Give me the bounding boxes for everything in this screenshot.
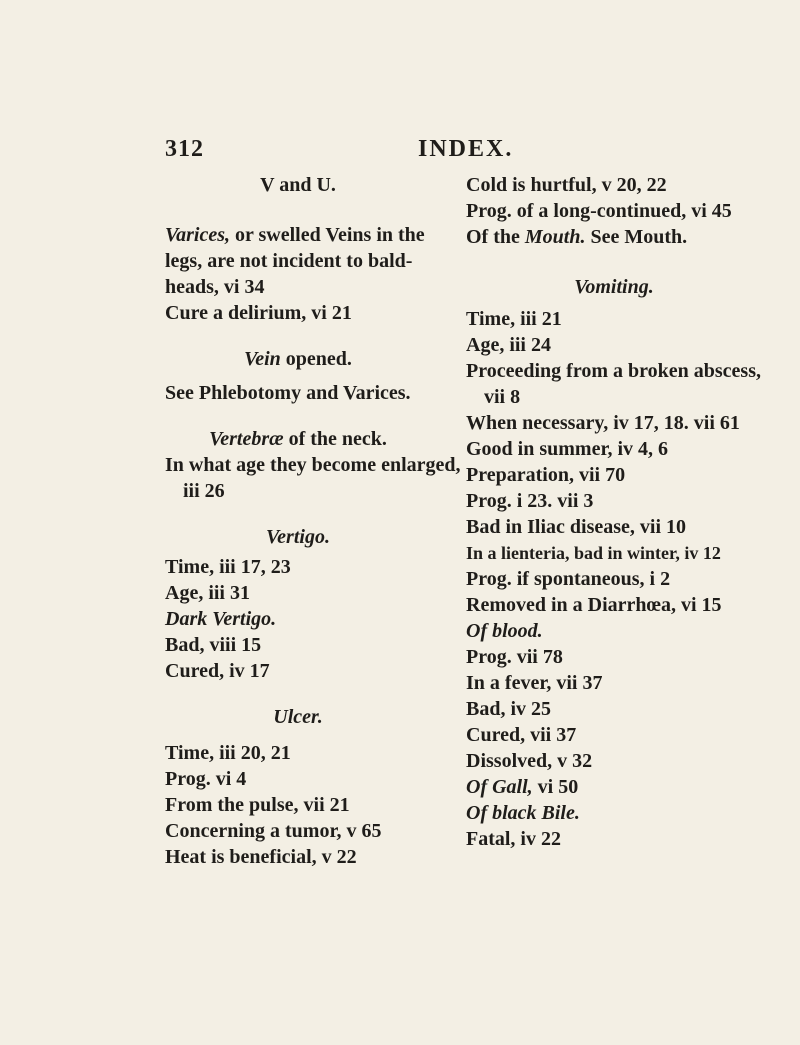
entry-lienteria: In a lienteria, bad in winter, iv 12	[466, 543, 721, 563]
entry-vertigo-age: Age, iii 31	[165, 582, 250, 604]
entry-blood-dissolved: Dissolved, v 32	[466, 750, 593, 772]
entry-iliac-disease: Bad in Iliac disease, vii 10	[466, 516, 687, 538]
entry-when-necessary: When necessary, iv 17, 18. vii 61	[466, 412, 740, 434]
heading-vertebrae	[165, 426, 431, 452]
entry-of-gall	[466, 774, 762, 800]
heading-vomiting: Vomiting.	[574, 276, 654, 298]
mouth-text-b: See Mouth.	[585, 226, 688, 248]
entry-blood-fever: In a fever, vii 37	[466, 672, 603, 694]
entry-ulcer-prog: Prog. vi 4	[165, 768, 247, 790]
mouth-text-a: Of the	[466, 226, 525, 248]
page-number: 312	[165, 136, 204, 162]
heading-vertigo: Vertigo.	[266, 526, 330, 548]
entry-ulcer-tumor: Concerning a tumor, v 65	[165, 820, 382, 842]
subheading-black-bile: Of black Bile.	[466, 802, 580, 824]
gall-text: vi 50	[532, 776, 579, 798]
page-title: INDEX.	[418, 136, 514, 162]
entry-vomiting-age: Age, iii 24	[466, 334, 551, 356]
entry-varices-line-3: heads, vi 34	[165, 276, 265, 298]
term-varices: Varices,	[165, 224, 230, 246]
entry-ulcer-pulse: From the pulse, vii 21	[165, 794, 350, 816]
running-head	[0, 136, 800, 166]
entry-good-in-summer: Good in summer, iv 4, 6	[466, 438, 669, 460]
entry-prog-i-23: Prog. i 23. vii 3	[466, 490, 594, 512]
heading-ulcer: Ulcer.	[273, 706, 323, 728]
subheading-dark-vertigo: Dark Vertigo.	[165, 608, 277, 630]
entry-vertebrae-line-2: iii 26	[183, 480, 225, 502]
entry-broken-abscess-line-2: vii 8	[484, 386, 521, 408]
subheading-of-blood: Of blood.	[466, 620, 543, 642]
entry-vomiting-time: Time, iii 21	[466, 308, 562, 330]
entry-vertebrae-line-1: In what age they become enlarged,	[165, 454, 461, 476]
left-column	[165, 172, 461, 870]
entry-fatal: Fatal, iv 22	[466, 828, 561, 850]
entry-cold-hurtful: Cold is hurtful, v 20, 22	[466, 174, 667, 196]
entry-of-the-mouth	[466, 224, 762, 250]
vertebrae-text: of the neck.	[283, 428, 387, 450]
entry-ulcer-heat: Heat is beneficial, v 22	[165, 846, 357, 868]
entry-broken-abscess-line-1: Proceeding from a broken abscess,	[466, 360, 761, 382]
entry-dark-bad: Bad, viii 15	[165, 634, 262, 656]
entry-prog-long-continued: Prog. of a long-continued, vi 45	[466, 200, 732, 222]
entry-dark-cured: Cured, iv 17	[165, 660, 270, 682]
entry-vein-see: See Phlebotomy and Varices.	[165, 382, 411, 404]
entry-blood-cured: Cured, vii 37	[466, 724, 577, 746]
section-heading-v-and-u: V and U.	[260, 174, 336, 196]
entry-spontaneous: Prog. if spontaneous, i 2	[466, 568, 671, 590]
heading-vein	[165, 346, 431, 372]
entry-preparation: Preparation, vii 70	[466, 464, 626, 486]
right-column	[466, 172, 762, 852]
entry-vertigo-time: Time, iii 17, 23	[165, 556, 291, 578]
term-mouth: Mouth.	[524, 226, 586, 248]
entry-diarrhoea: Removed in a Diarrhœa, vi 15	[466, 594, 722, 616]
term-vein: Vein	[244, 348, 281, 370]
entry-varices-line-1	[165, 222, 431, 248]
entry-delirium: Cure a delirium, vi 21	[165, 302, 352, 324]
entry-varices-line-2: legs, are not incident to bald-	[165, 250, 413, 272]
varices-text: or swelled Veins in the	[230, 224, 425, 246]
term-of-gall: Of Gall,	[466, 776, 533, 798]
term-vertebrae: Vertebræ	[209, 428, 284, 450]
entry-blood-bad: Bad, iv 25	[466, 698, 552, 720]
entry-blood-prog: Prog. vii 78	[466, 646, 563, 668]
entry-ulcer-time: Time, iii 20, 21	[165, 742, 291, 764]
vein-text: opened.	[280, 348, 352, 370]
